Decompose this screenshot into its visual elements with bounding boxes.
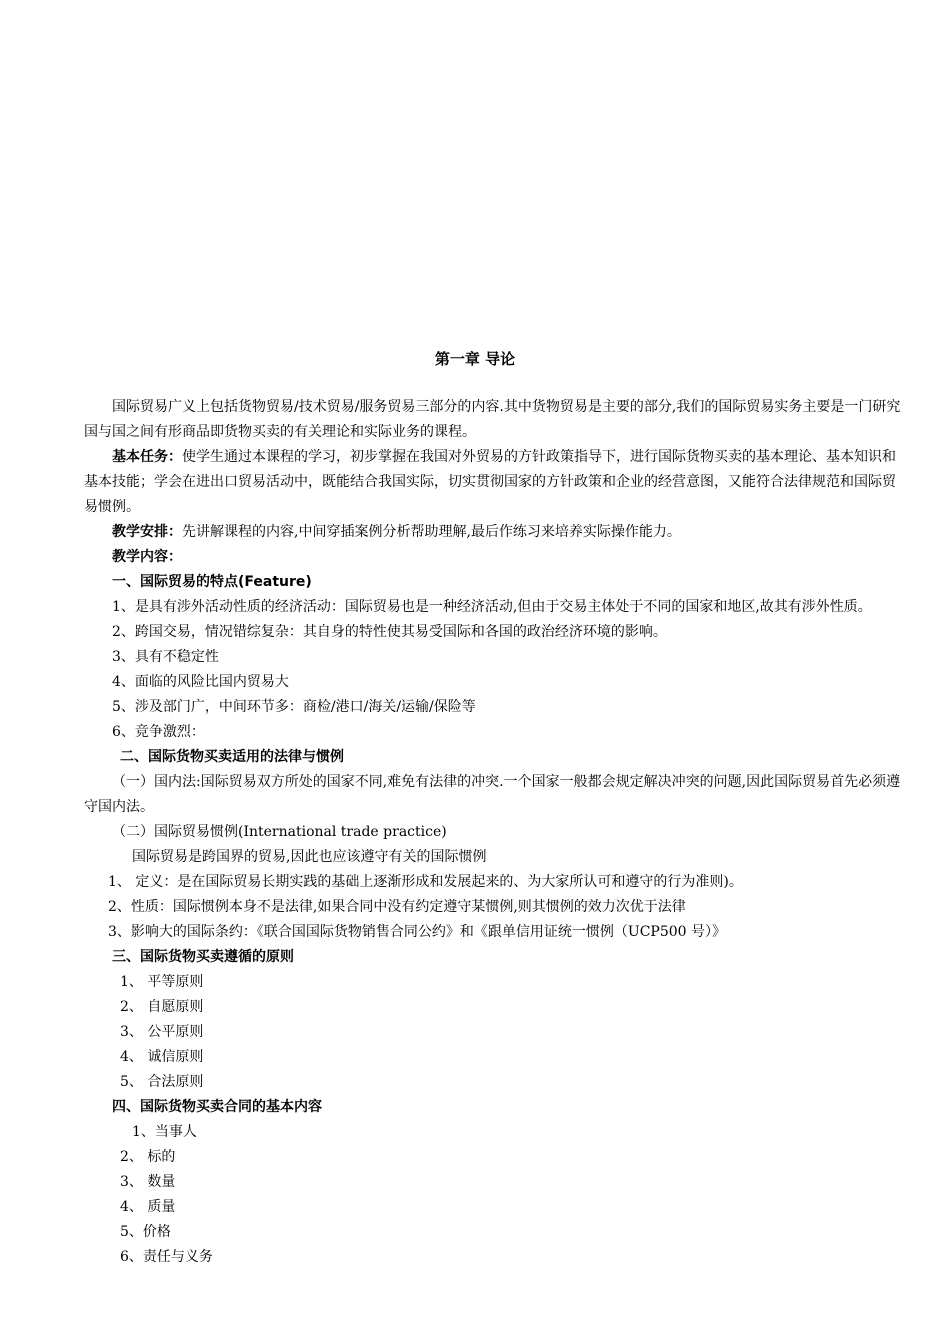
section-2-heading: 二、国际货物买卖适用的法律与惯例 [120, 749, 344, 765]
section-2-paragraph: （一）国内法:国际贸易双方所处的国家不同,难免有法律的冲突.一个国家一般都会规定解决冲突的问题,因此国际贸易首先必须遵守国内法。 [84, 774, 901, 815]
section-2-paragraph: 国际贸易是跨国界的贸易,因此也应该遵守有关的国际惯例 [132, 849, 487, 865]
section-3-item: 5、 合法原则 [120, 1074, 204, 1090]
section-1-item: 6、竞争激烈： [112, 724, 205, 740]
task-text: 使学生通过本课程的学习，初步掌握在我国对外贸易的方针政策指导下，进行国际货物买卖的基本理论、基本知识和基本技能；学会在进出口贸易活动中，既能结合我国实际，切实贯彻国家的方针政策和企业的经营意图，又能符合法律规范和国际贸易惯例。 [84, 449, 896, 515]
section-4-item: 1、当事人 [132, 1124, 197, 1140]
arrange-text: 先讲解课程的内容,中间穿插案例分析帮助理解,最后作练习来培养实际操作能力。 [182, 524, 681, 540]
section-2-item: 2、性质：国际惯例本身不是法律,如果合同中没有约定遵守某惯例,则其惯例的效力次优于法律 [108, 899, 686, 915]
section-3-item: 3、 公平原则 [120, 1024, 204, 1040]
section-4-heading: 四、国际货物买卖合同的基本内容 [112, 1099, 322, 1115]
arrange-paragraph [84, 520, 906, 545]
document-body [84, 395, 906, 1270]
arrange-label: 教学安排： [112, 524, 182, 540]
section-2-paragraph: （二）国际贸易惯例(International trade practice) [112, 824, 447, 840]
content-label: 教学内容： [112, 549, 182, 565]
intro-paragraph: 国际贸易广义上包括货物贸易/技术贸易/服务贸易三部分的内容.其中货物贸易是主要的部分,我们的国际贸易实务主要是一门研究国与国之间有形商品即货物买卖的有关理论和实际业务的课程。 [84, 399, 901, 440]
section-1-item: 1、是具有涉外活动性质的经济活动：国际贸易也是一种经济活动,但由于交易主体处于不同的国家和地区,故其有涉外性质。 [112, 599, 872, 615]
section-1-heading: 一、国际贸易的特点(Feature) [112, 574, 312, 590]
section-3-heading: 三、国际货物买卖遵循的原则 [112, 949, 294, 965]
section-4-item: 4、 质量 [120, 1199, 176, 1215]
section-4-item: 3、 数量 [120, 1174, 176, 1190]
task-paragraph [84, 445, 906, 520]
section-2-item: 1、 定义：是在国际贸易长期实践的基础上逐渐形成和发展起来的、为大家所认可和遵守的行为准则)。 [108, 874, 743, 890]
chapter-title: 第一章 导论 [434, 350, 516, 368]
section-3-item: 1、 平等原则 [120, 974, 204, 990]
section-4-item: 2、 标的 [120, 1149, 176, 1165]
section-4-item: 6、责任与义务 [120, 1249, 213, 1265]
section-2-item: 3、影响大的国际条约：《联合国国际货物销售合同公约》和《跟单信用证统一惯例（UCP500 号）》 [108, 924, 727, 940]
section-3-item: 2、 自愿原则 [120, 999, 204, 1015]
section-4-item: 5、价格 [120, 1224, 171, 1240]
section-1-item: 5、涉及部门广，中间环节多：商检/港口/海关/运输/保险等 [112, 699, 476, 715]
section-1-item: 3、具有不稳定性 [112, 649, 219, 665]
section-3-item: 4、 诚信原则 [120, 1049, 204, 1065]
task-label: 基本任务： [112, 449, 182, 465]
section-1-item: 2、跨国交易，情况错综复杂：其自身的特性使其易受国际和各国的政治经济环境的影响。 [112, 624, 667, 640]
section-1-item: 4、面临的风险比国内贸易大 [112, 674, 289, 690]
